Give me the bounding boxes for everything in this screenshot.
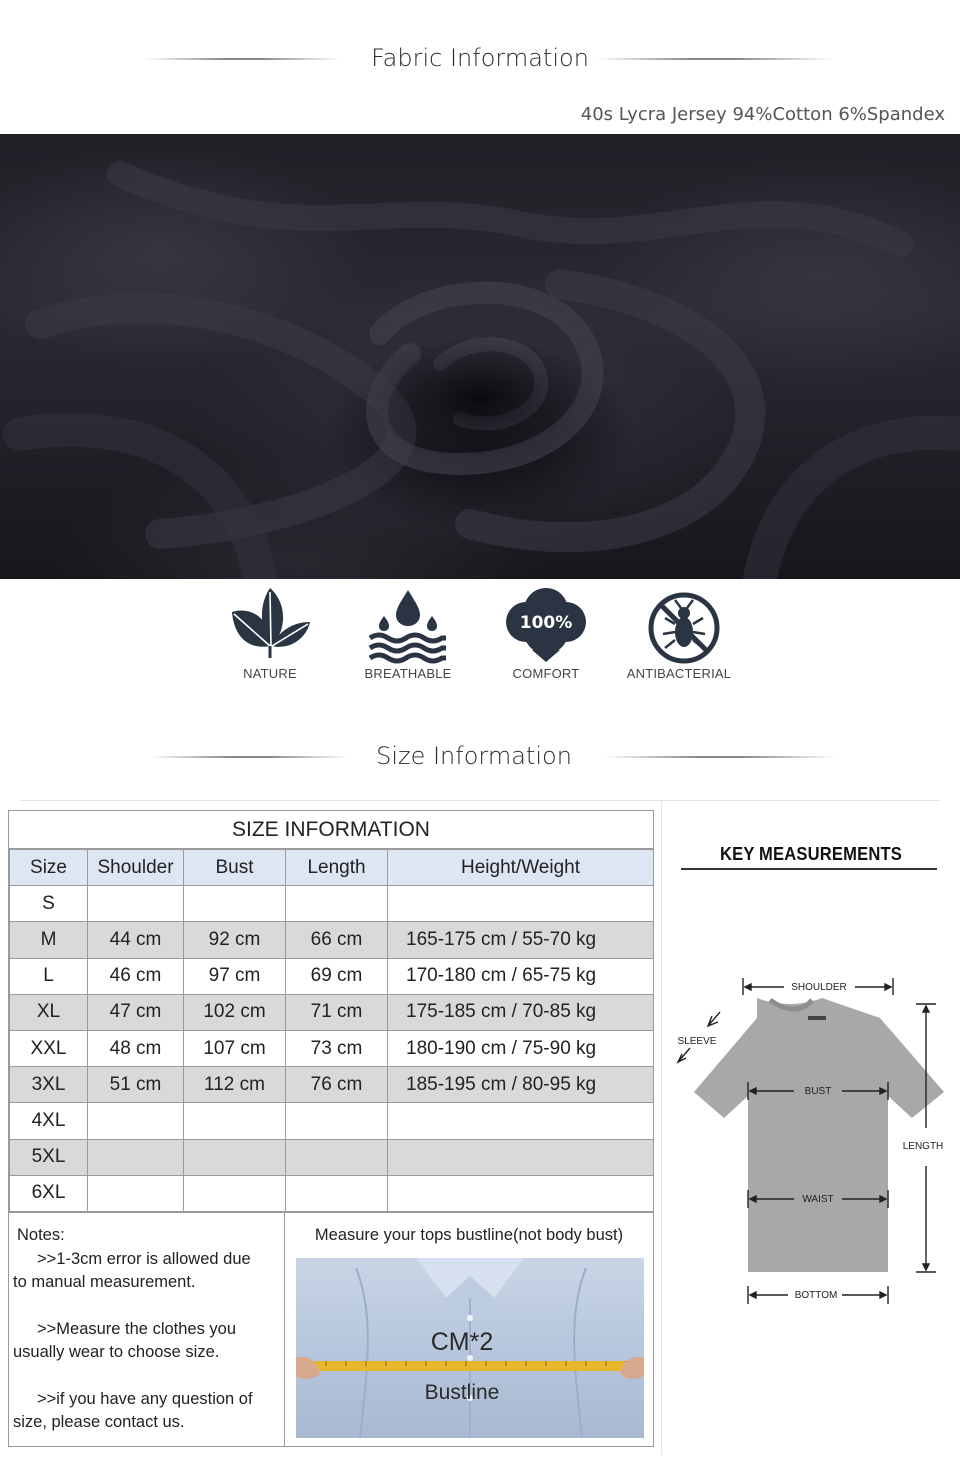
size-cell: 5XL	[10, 1139, 88, 1175]
feature-label: NATURE	[243, 666, 297, 681]
shoulder-cell	[88, 1139, 184, 1175]
bust-cell: 92 cm	[184, 922, 286, 958]
water-drop-waves-icon	[358, 588, 458, 664]
bust-cell	[184, 1139, 286, 1175]
length-cell	[286, 1103, 388, 1139]
bustline-photo	[296, 1258, 644, 1438]
waist-label: WAIST	[802, 1194, 834, 1205]
shoulder-cell: 48 cm	[88, 1030, 184, 1066]
size-cell: XXL	[10, 1030, 88, 1066]
bottom-label: BOTTOM	[794, 1290, 838, 1301]
length-cell: 66 cm	[286, 922, 388, 958]
column-header: Height/Weight	[388, 850, 654, 886]
size-cell: 6XL	[10, 1175, 88, 1211]
bust-cell	[184, 886, 286, 922]
length-cell: 69 cm	[286, 958, 388, 994]
column-header: Bust	[184, 850, 286, 886]
note-line: >>Measure the clothes you	[37, 1319, 237, 1338]
fabric-section-title: Fabric Information	[371, 44, 589, 72]
sleeve-label: SLEEVE	[677, 1036, 717, 1047]
height-weight-cell	[388, 886, 654, 922]
height-weight-cell	[388, 1175, 654, 1211]
column-header: Length	[286, 850, 388, 886]
note-line: >>if you have any question of	[37, 1389, 253, 1408]
bust-cell	[184, 1175, 286, 1211]
tshirt-measurement-diagram	[662, 800, 960, 1455]
bustline-label: Bustline	[424, 1381, 500, 1404]
fabric-composition: 40s Lycra Jersey 94%Cotton 6%Spandex	[580, 104, 945, 125]
size-table-header-row	[10, 850, 654, 886]
table-row	[10, 1067, 654, 1103]
size-cell: XL	[10, 994, 88, 1030]
shoulder-cell: 44 cm	[88, 922, 184, 958]
size-cell: 4XL	[10, 1103, 88, 1139]
fabric-swirl-graphic	[0, 134, 960, 579]
shoulder-cell: 47 cm	[88, 994, 184, 1030]
length-cell	[286, 1139, 388, 1175]
feature-comfort	[486, 588, 606, 681]
feature-label: ANTIBACTERIAL	[626, 666, 732, 681]
length-cell	[286, 1175, 388, 1211]
tshirt-icon	[694, 998, 944, 1272]
note-line: to manual measurement.	[13, 1273, 196, 1291]
height-weight-cell: 165-175 cm / 55-70 kg	[388, 922, 654, 958]
size-table-caption: SIZE INFORMATION	[9, 811, 653, 849]
fabric-photo	[0, 134, 960, 579]
size-table	[8, 810, 654, 1213]
table-row	[10, 1139, 654, 1175]
size-title-rule-right	[604, 756, 836, 758]
note-line: size, please contact us.	[13, 1413, 185, 1431]
bustline-caption: Measure your tops bustline(not body bust)	[314, 1226, 624, 1244]
size-cell: S	[10, 886, 88, 922]
table-row	[10, 886, 654, 922]
feature-label: BREATHABLE	[364, 666, 452, 681]
size-cell: 3XL	[10, 1067, 88, 1103]
bust-label: BUST	[804, 1086, 832, 1097]
bust-cell: 112 cm	[184, 1067, 286, 1103]
bust-cell: 107 cm	[184, 1030, 286, 1066]
shoulder-cell: 51 cm	[88, 1067, 184, 1103]
feature-breathable	[348, 588, 468, 681]
key-measurements-panel	[661, 800, 960, 1455]
height-weight-cell: 185-195 cm / 80-95 kg	[388, 1067, 654, 1103]
feature-nature	[210, 588, 330, 681]
bustline-formula: CM*2	[430, 1328, 494, 1356]
size-cell: M	[10, 922, 88, 958]
column-header: Size	[10, 850, 88, 886]
height-weight-cell: 175-185 cm / 70-85 kg	[388, 994, 654, 1030]
length-cell	[286, 886, 388, 922]
feature-label: COMFORT	[512, 666, 580, 681]
bustline-box	[284, 1211, 654, 1447]
key-measurements-title: KEY MEASUREMENTS	[719, 844, 903, 864]
size-cell: L	[10, 958, 88, 994]
feature-antibacterial	[619, 588, 739, 681]
table-row	[10, 1175, 654, 1211]
shoulder-cell	[88, 1175, 184, 1211]
bust-cell: 97 cm	[184, 958, 286, 994]
length-cell: 73 cm	[286, 1030, 388, 1066]
length-label: LENGTH	[902, 1141, 944, 1152]
table-row	[10, 994, 654, 1030]
height-weight-cell: 170-180 cm / 65-75 kg	[388, 958, 654, 994]
comfort-badge-text: 100%	[519, 613, 573, 633]
bust-cell	[184, 1103, 286, 1139]
shirt-tape-illustration	[296, 1258, 644, 1438]
table-row	[10, 1030, 654, 1066]
shoulder-cell: 46 cm	[88, 958, 184, 994]
height-weight-cell	[388, 1103, 654, 1139]
note-line: >>1-3cm error is allowed due	[37, 1249, 251, 1268]
height-weight-cell: 180-190 cm / 75-90 kg	[388, 1030, 654, 1066]
no-bug-icon	[629, 588, 729, 664]
fabric-title-rule-right	[596, 58, 832, 60]
cotton-boll-icon	[496, 588, 596, 664]
size-chart	[9, 849, 654, 1212]
table-row	[10, 922, 654, 958]
table-row	[10, 1103, 654, 1139]
notes-heading: Notes:	[17, 1226, 65, 1244]
length-cell: 76 cm	[286, 1067, 388, 1103]
note-line: usually wear to choose size.	[13, 1343, 220, 1361]
shoulder-cell	[88, 886, 184, 922]
leaves-icon	[220, 588, 320, 664]
size-section-title: Size Information	[376, 742, 572, 770]
notes-box	[8, 1211, 285, 1447]
length-cell: 71 cm	[286, 994, 388, 1030]
shoulder-label: SHOULDER	[791, 982, 847, 993]
shoulder-cell	[88, 1103, 184, 1139]
column-header: Shoulder	[88, 850, 184, 886]
height-weight-cell	[388, 1139, 654, 1175]
bust-cell: 102 cm	[184, 994, 286, 1030]
table-row	[10, 958, 654, 994]
